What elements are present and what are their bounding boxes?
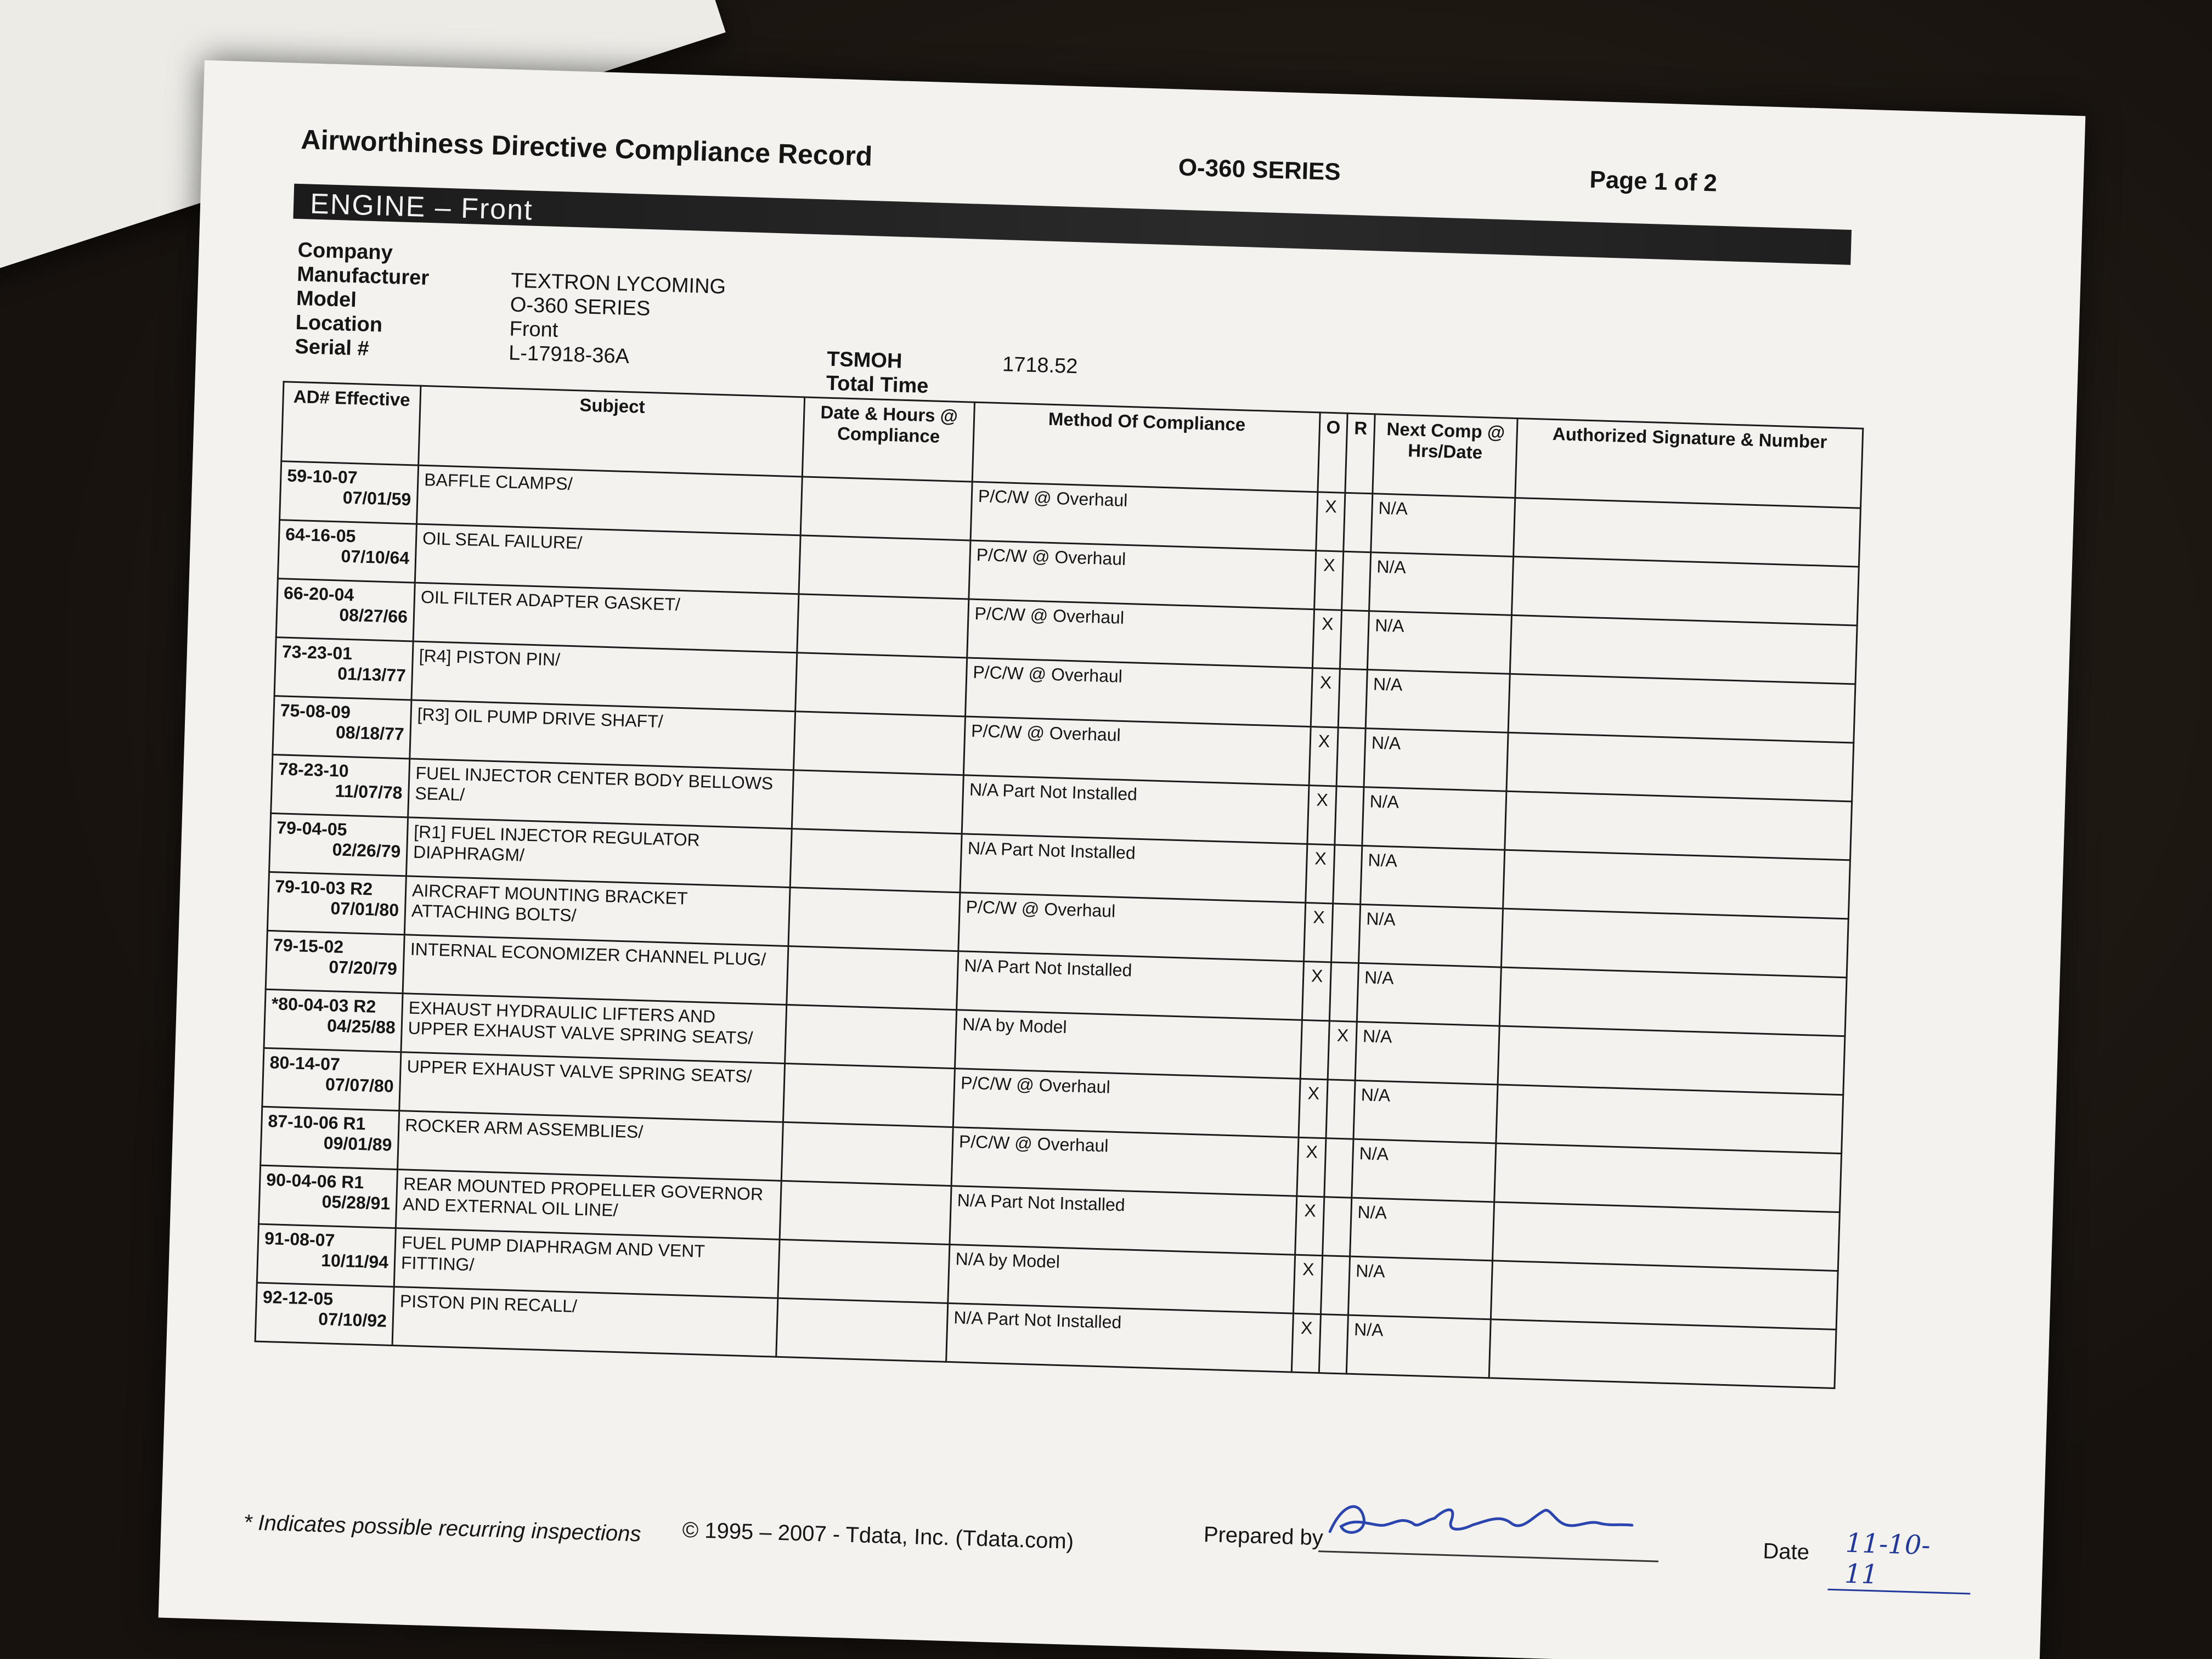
next-comp-cell: N/A	[1355, 1022, 1499, 1085]
o-cell: X	[1293, 1255, 1322, 1314]
r-cell	[1321, 1256, 1350, 1315]
date-hours-cell	[799, 535, 970, 599]
r-cell	[1340, 610, 1369, 669]
method-cell: P/C/W @ Overhaul	[969, 540, 1316, 610]
ad-number: 91-08-07	[264, 1228, 335, 1250]
o-cell: X	[1302, 961, 1331, 1020]
ad-number: 59-10-07	[286, 465, 358, 488]
next-comp-cell: N/A	[1365, 670, 1510, 733]
effective-date: 08/18/77	[335, 722, 405, 744]
col-header-r: R	[1345, 413, 1375, 493]
next-comp-cell: N/A	[1361, 845, 1505, 909]
effective-date: 09/01/89	[323, 1133, 392, 1155]
effective-date: 01/13/77	[337, 663, 407, 686]
method-cell: P/C/W @ Overhaul	[966, 658, 1313, 727]
o-cell: X	[1307, 786, 1336, 845]
ad-number: 79-15-02	[273, 935, 344, 957]
ad-number: 90-04-06 R1	[266, 1169, 364, 1193]
effective-date: 07/07/80	[325, 1074, 394, 1096]
ad-number: 73-23-01	[281, 641, 353, 664]
next-comp-cell: N/A	[1369, 552, 1514, 616]
ad-number: 79-04-05	[276, 817, 348, 840]
signature-cell	[1514, 498, 1861, 567]
r-cell	[1319, 1314, 1348, 1374]
ad-number-cell	[261, 1107, 399, 1169]
effective-date: 07/01/59	[342, 487, 411, 510]
date-hours-cell	[783, 1063, 955, 1127]
next-comp-cell: N/A	[1367, 611, 1511, 674]
time-block	[826, 347, 1079, 399]
effective-date: 05/28/91	[321, 1192, 391, 1214]
next-comp-cell: N/A	[1350, 1198, 1494, 1261]
ad-number-cell	[264, 989, 403, 1052]
signature-cell	[1494, 1143, 1842, 1212]
page-number: Page 1 of 2	[1589, 166, 1718, 197]
o-cell: X	[1297, 1137, 1326, 1197]
signature-cell	[1503, 850, 1850, 919]
r-cell	[1342, 551, 1371, 611]
o-cell	[1300, 1020, 1329, 1079]
section-banner	[293, 184, 1852, 265]
next-comp-cell: N/A	[1353, 1080, 1498, 1143]
subject-cell: [R1] FUEL INJECTOR REGULATOR DIAPHRAGM/	[406, 817, 792, 888]
manufacturer-value: TEXTRON LYCOMING	[510, 269, 726, 299]
subject-cell: OIL SEAL FAILURE/	[415, 524, 800, 594]
o-cell: X	[1309, 727, 1338, 786]
date-hours-cell	[790, 829, 962, 893]
method-cell: N/A Part Not Installed	[960, 834, 1307, 903]
next-comp-cell: N/A	[1371, 494, 1515, 557]
signature-cell	[1498, 1026, 1845, 1095]
date-hours-cell	[785, 1005, 957, 1068]
next-comp-cell: N/A	[1348, 1256, 1492, 1319]
ad-number-cell	[266, 930, 404, 993]
ad-number: *80-04-03 R2	[271, 994, 376, 1017]
effective-date: 04/25/88	[326, 1015, 396, 1037]
subject-cell: UPPER EXHAUST VALVE SPRING SEATS/	[399, 1052, 785, 1122]
method-cell: N/A Part Not Installed	[950, 1186, 1297, 1255]
o-cell: X	[1304, 902, 1333, 962]
next-comp-cell: N/A	[1364, 729, 1508, 792]
r-cell	[1329, 962, 1358, 1022]
info-row-company	[297, 238, 393, 265]
col-header-o: O	[1318, 413, 1347, 493]
date-hours-cell	[788, 888, 960, 951]
col-header-signature: Authorized Signature & Number	[1515, 419, 1863, 509]
copyright-text: © 1995 – 2007 - Tdata, Inc. (Tdata.com)	[682, 1517, 1074, 1554]
o-cell: X	[1312, 610, 1341, 669]
effective-date: 07/10/64	[341, 546, 410, 568]
ad-number-cell	[278, 520, 416, 583]
col-header-method: Method Of Compliance	[972, 402, 1320, 492]
effective-date: 08/27/66	[338, 605, 408, 627]
engine-series-heading: O-360 SERIES	[1178, 154, 1341, 186]
ad-number: 75-08-09	[280, 700, 351, 723]
r-cell	[1335, 786, 1364, 845]
r-cell	[1324, 1138, 1353, 1198]
location-value: Front	[509, 317, 558, 342]
date-hours-cell	[793, 712, 965, 775]
method-cell: P/C/W @ Overhaul	[958, 893, 1306, 962]
signature-cell	[1496, 1085, 1843, 1154]
subject-cell: OIL FILTER ADAPTER GASKET/	[413, 583, 799, 653]
serial-value: L-17918-36A	[508, 341, 630, 368]
r-cell	[1331, 904, 1361, 963]
ad-number: 87-10-06 R1	[268, 1111, 366, 1134]
ad-number: 92-12-05	[262, 1286, 334, 1309]
subject-cell: AIRCRAFT MOUNTING BRACKET ATTACHING BOLTS/	[404, 876, 790, 946]
date-hours-cell	[776, 1298, 948, 1362]
method-cell: P/C/W @ Overhaul	[967, 599, 1314, 668]
signature-cell	[1489, 1319, 1836, 1389]
effective-date: 10/11/94	[320, 1250, 389, 1272]
date-hours-cell	[780, 1181, 951, 1244]
info-row-location	[295, 311, 558, 342]
method-cell: P/C/W @ Overhaul	[963, 716, 1311, 786]
document-title: Airworthiness Directive Compliance Record	[300, 124, 873, 172]
o-cell: X	[1299, 1079, 1328, 1138]
method-cell: N/A Part Not Installed	[962, 775, 1309, 844]
method-cell: P/C/W @ Overhaul	[953, 1069, 1300, 1138]
signature-cell	[1491, 1261, 1838, 1330]
method-cell: N/A by Model	[948, 1244, 1295, 1313]
next-comp-cell: N/A	[1352, 1139, 1496, 1202]
subject-cell: PISTON PIN RECALL/	[392, 1286, 778, 1357]
signature-cell	[1510, 615, 1857, 684]
model-value: O-360 SERIES	[510, 293, 651, 321]
signature-cell	[1508, 674, 1855, 743]
next-comp-cell: N/A	[1357, 963, 1501, 1026]
effective-date: 07/01/80	[330, 898, 399, 920]
col-header-subject: Subject	[419, 386, 805, 477]
date-hours-cell	[797, 594, 969, 658]
date-hours-cell	[778, 1239, 950, 1303]
signature-cell	[1501, 909, 1848, 978]
r-cell	[1323, 1197, 1352, 1256]
subject-cell: FUEL PUMP DIAPHRAGM AND VENT FITTING/	[394, 1228, 780, 1299]
handwritten-date: 11-10-11	[1827, 1527, 1972, 1595]
tsmoh-value: 1718.52	[1002, 353, 1079, 379]
next-comp-cell: N/A	[1358, 904, 1503, 967]
date-hours-cell	[781, 1122, 953, 1186]
r-cell: X	[1328, 1021, 1357, 1080]
location-label: Location	[295, 311, 383, 337]
date-hours-cell	[800, 477, 972, 540]
ad-number: 66-20-04	[283, 583, 354, 605]
manufacturer-label: Manufacturer	[296, 262, 430, 290]
signature-line	[1318, 1550, 1658, 1562]
signature-cell	[1499, 967, 1847, 1036]
prepared-by-label: Prepared by	[1203, 1522, 1324, 1550]
subject-cell: EXHAUST HYDRAULIC LIFTERS AND UPPER EXHAUST VALVE SPRING SEATS/	[401, 994, 787, 1064]
ad-number: 79-10-03 R2	[274, 876, 373, 899]
model-label: Model	[296, 286, 357, 312]
o-cell: X	[1314, 551, 1344, 610]
signature-cell	[1511, 556, 1859, 625]
ad-number-cell	[271, 754, 410, 817]
ad-table-body	[255, 461, 1860, 1389]
engine-info-block	[294, 238, 726, 368]
r-cell	[1344, 493, 1373, 552]
subject-cell: [R4] PISTON PIN/	[411, 641, 797, 712]
date-hours-cell	[792, 770, 963, 834]
subject-cell: FUEL INJECTOR CENTER BODY BELLOWS SEAL/	[408, 759, 794, 829]
next-comp-cell: N/A	[1346, 1315, 1491, 1378]
ad-compliance-table	[255, 381, 1864, 1389]
subject-cell: [R3] OIL PUMP DRIVE SHAFT/	[410, 700, 795, 770]
col-header-next-comp: Next Comp @ Hrs/Date	[1373, 414, 1517, 498]
r-cell	[1336, 727, 1365, 787]
ad-number-cell	[267, 872, 406, 934]
o-cell: X	[1311, 668, 1340, 727]
next-comp-cell: N/A	[1362, 787, 1506, 850]
effective-date: 11/07/78	[335, 781, 403, 803]
total-time-label: Total Time	[826, 371, 929, 398]
date-hours-cell	[795, 653, 967, 716]
ad-number-cell	[274, 637, 413, 700]
ad-number-cell	[255, 1283, 394, 1345]
signature-cell	[1506, 732, 1854, 802]
date-hours-cell	[787, 946, 958, 1010]
method-cell: P/C/W @ Overhaul	[970, 482, 1318, 551]
serial-label: Serial #	[294, 335, 370, 360]
col-header-ad: AD# Effective	[281, 382, 421, 465]
page-content	[243, 123, 2012, 1644]
ad-number-cell	[273, 696, 411, 759]
o-cell: X	[1306, 844, 1335, 904]
ad-number-cell	[280, 461, 419, 524]
effective-date: 07/10/92	[318, 1308, 387, 1331]
ad-number-cell	[258, 1165, 397, 1228]
signature-cell	[1493, 1202, 1840, 1271]
effective-date: 02/26/79	[332, 839, 401, 861]
subject-cell: INTERNAL ECONOMIZER CHANNEL PLUG/	[403, 935, 788, 1005]
r-cell	[1333, 845, 1362, 904]
subject-cell: BAFFLE CLAMPS/	[416, 465, 802, 535]
section-title: ENGINE – Front	[309, 188, 534, 227]
ad-number-cell	[257, 1224, 396, 1286]
ad-number: 80-14-07	[269, 1052, 341, 1074]
subject-cell: ROCKER ARM ASSEMBLIES/	[398, 1111, 783, 1181]
recurring-inspection-note: * Indicates possible recurring inspections	[243, 1510, 642, 1547]
handwritten-signature	[1324, 1493, 1655, 1553]
ad-number-cell	[262, 1048, 401, 1110]
signature-cell	[1505, 791, 1852, 860]
o-cell: X	[1291, 1313, 1321, 1373]
r-cell	[1326, 1080, 1355, 1139]
subject-cell: REAR MOUNTED PROPELLER GOVERNOR AND EXTERNAL OIL LINE/	[396, 1170, 781, 1240]
method-cell: N/A Part Not Installed	[957, 951, 1304, 1020]
effective-date: 07/20/79	[328, 957, 398, 979]
col-header-date-hours: Date & Hours @ Compliance	[802, 397, 974, 482]
tsmoh-label: TSMOH	[826, 347, 902, 373]
ad-number: 64-16-05	[285, 524, 356, 546]
compliance-record-page	[159, 60, 2086, 1659]
method-cell: P/C/W @ Overhaul	[951, 1127, 1299, 1197]
ad-number: 78-23-10	[278, 759, 349, 781]
date-label: Date	[1762, 1539, 1810, 1565]
ad-number-cell	[269, 813, 408, 876]
o-cell: X	[1316, 492, 1345, 551]
o-cell: X	[1295, 1196, 1324, 1255]
method-cell: N/A Part Not Installed	[946, 1303, 1294, 1372]
r-cell	[1338, 669, 1367, 728]
method-cell: N/A by Model	[955, 1010, 1302, 1079]
ad-number-cell	[276, 579, 415, 641]
company-label: Company	[297, 238, 393, 265]
